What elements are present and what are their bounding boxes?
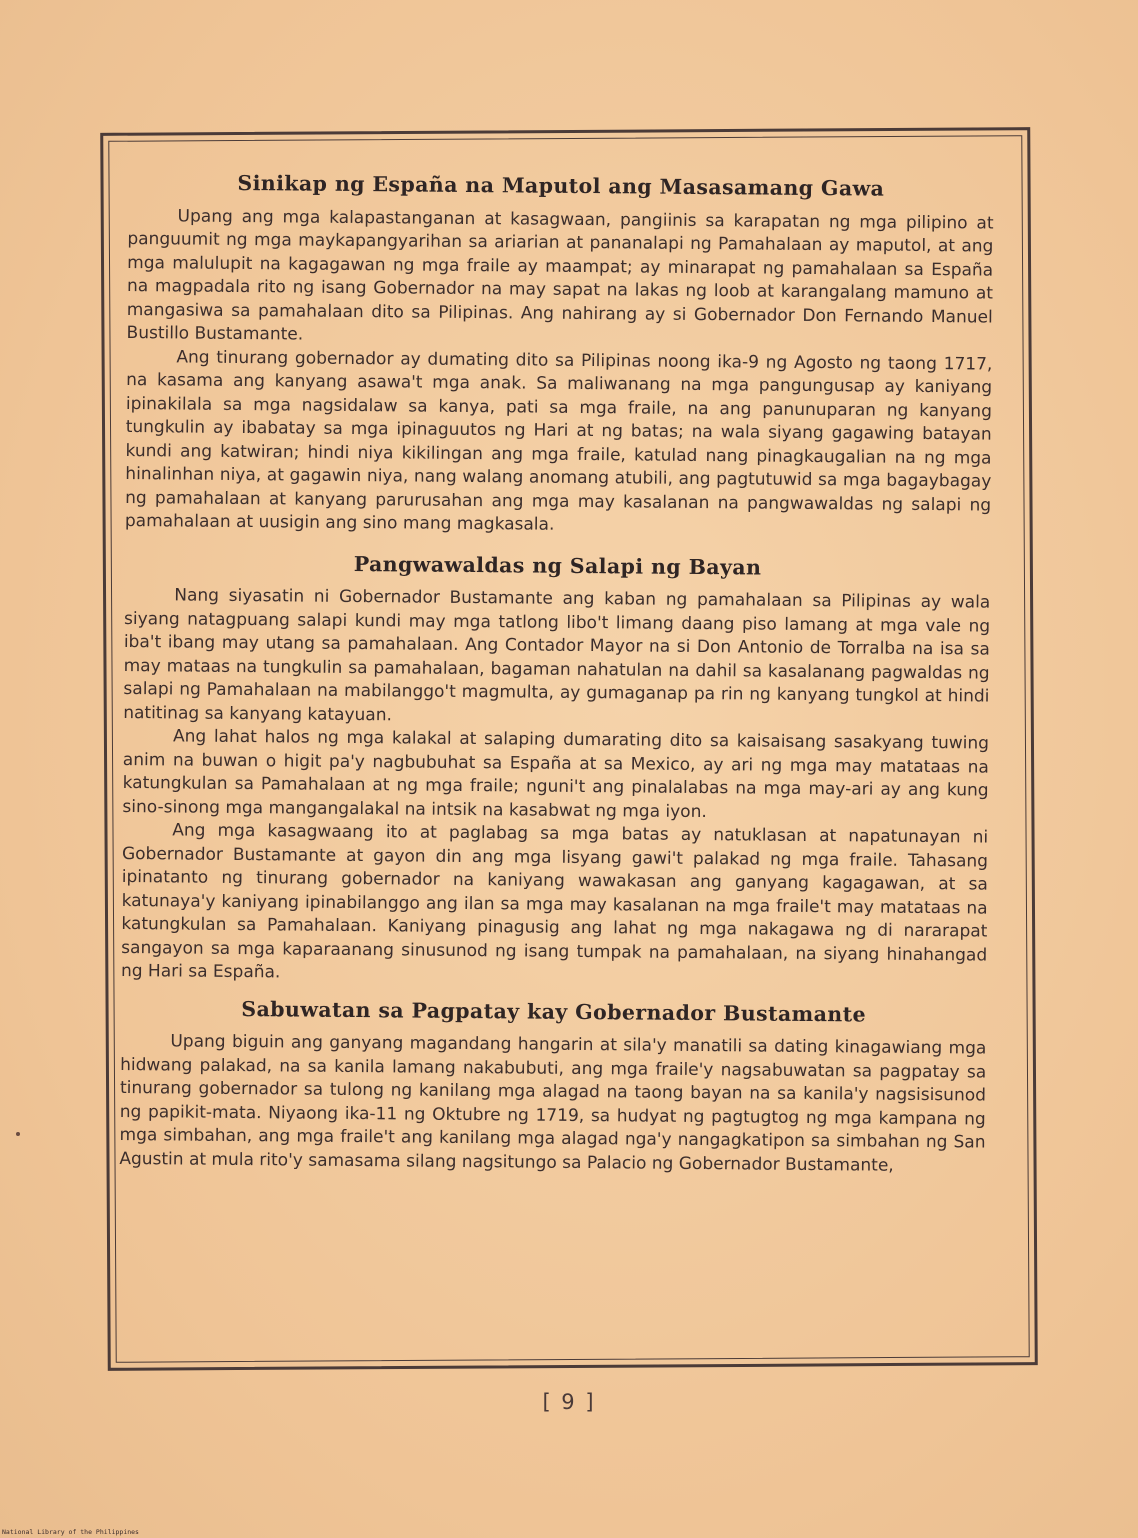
footer-credit: National Library of the Philippines (2, 1528, 139, 1536)
page-content (119, 170, 994, 1179)
section-heading: Sinikap ng España na Maputol ang Masasamang Gawa (237, 170, 885, 201)
paragraph: Ang tinurang gobernador ay dumating dito sa Pilipinas noong ika-9 ng Agosto ng taong 1717, na kasama ang kanyang asawa't mga anak. Sa maliwanang na mga pangungusap ay kaniyang ipinakilala sa mga nagsidalaw sa kanya, pati sa mga fraile, na ang panunuparan ng kanyang tungkulin ay ibabatay sa mga ipinaguutos ng Hari at ng batas; na wala siyang gagawing batayan kundi ang katwiran; hindi niya kikilingan ang mga fraile, katulad nang pinagkaugalian na ng mga hinalinhan niya, at gagawin niya, nang walang anomang atubili, ang pagtutuwid sa mga bagaybagay ng pamahalaan at kanyang parurusahan ang mga may kasalanan na pangwawaldas ng salapi ng pamahalaan at uusigin ang sino mang magkasala. (124, 347, 993, 535)
page-number: [ 9 ] (542, 1390, 596, 1414)
section-heading: Sabuwatan sa Pagpatay kay Gobernador Bustamante (241, 996, 867, 1027)
paragraph: Upang biguin ang ganyang magandang hangarin at sila'y manatili sa dating kinagawiang mga hidwang palakad, na sa kanila lamang nakabubuti, ang mga fraile'y nagsabuwatan sa pagpatay sa tinurang gobernador sa tulong ng kanilang mga alagad na taong bayan na sa kanila'y nagsisisunod ng papikit-mata. Niyaong ika-11 ng Oktubre ng 1719, sa hudyat ng pagtugtog ng mga kampana ng mga simbahan, ang mga fraile't ang kanilang mga alagad nga'y nangagkatipon sa simbahan ng San Agustin at mula rito'y samasama silang nagsitungo sa Palacio ng Gobernador Bustamante, (119, 1031, 987, 1176)
paper-speck (16, 1132, 20, 1136)
paragraph: Nang siyasatin ni Gobernador Bustamante ang kaban ng pamahalaan sa Pilipinas ay wala siyang natagpuang salapi kundi may mga tatlong libo't limang daang piso lamang at mga vale ng iba't ibang may utang sa pamahalaan. Ang Contador Mayor na si Don Antonio de Torralba na isa sa may mataas na tungkulin sa pamahalaan, bagaman nahatulan na dahil sa kasalanang pagwaldas ng salapi ng Pamahalaan na mabilanggo't magmulta, ay gumaganap pa rin ng kanyang tungkol at hindi natitinag sa kanyang katayuan. (123, 585, 991, 726)
paragraph: Ang lahat halos ng mga kalakal at salaping dumarating dito sa kaisaisang sasakyang tuwing anim na buwan o higit pa'y nagbubuhat sa España at sa Mexico, ay ari ng mga may matataas na katungkulan sa Pamahalaan at ng mga fraile; nguni't ang pinalalabas na mga may-ari ay ang kung sino-sinong mga mangangalakal na intsik na kasabwat ng mga iyon. (122, 726, 990, 822)
section-heading: Pangwawaldas ng Salapi ng Bayan (353, 551, 762, 580)
paragraph: Ang mga kasagwaang ito at paglabag sa mga batas ay natuklasan at napatunayan ni Gobernador Bustamante at gayon din ang mga lisyang gawi't palakad ng mga fraile. Tahasang ipinatanto ng tinurang gobernador na kaniyang wawakasan ang ganyang kagagawan, at sa katunaya'y kaniyang ipinabilanggo ang ilan sa mga may kasalanan na mga fraile't may matataas na katungkulan sa Pamahalaan. Kaniyang pinagusig ang lahat ng mga nakagawa ng di nararapat sangayon sa mga kaparaanang sinusunod ng isang tumpak na pamahalaan, na siyang hinahangad ng Hari sa España. (120, 820, 989, 983)
paragraph: Upang ang mga kalapastanganan at kasagwaan, pangiinis sa karapatan ng mga pilipino at panguumit ng mga maykapangyarihan sa ariarian at pananalapi ng Pamahalaan ay maputol, at ang mga malulupit na kagagawan ng mga fraile ay maampat; ay minarapat ng pamahalaan sa España na magpadala rito ng isang Gobernador na may sapat na lakas ng loob at karangalang mamuno at mangasiwa sa pamahalaan dito sa Pilipinas. Ang nahirang ay si Gobernador Don Fernando Manuel Bustillo Bustamante. (126, 206, 994, 345)
